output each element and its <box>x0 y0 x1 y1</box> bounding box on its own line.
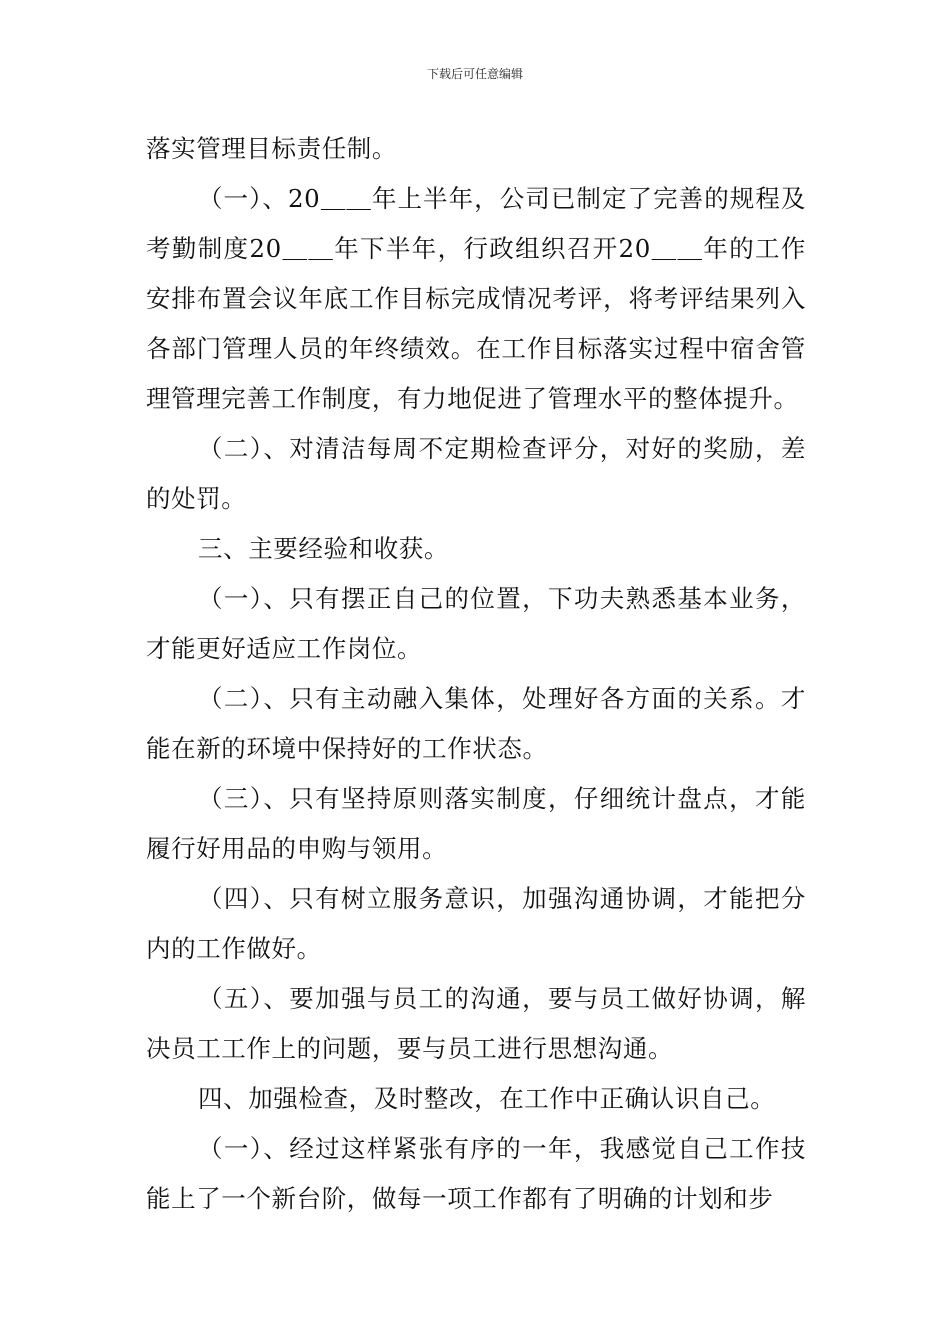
paragraph-9: （五）、要加强与员工的沟通，要与员工做好协调，解决员工工作上的问题，要与员工进行思想沟通。 <box>146 984 806 1063</box>
paragraph-5: （一）、只有摆正自己的位置，下功夫熟悉基本业务，才能更好适应工作岗位。 <box>146 584 806 663</box>
paragraph-8: （四）、只有树立服务意识，加强沟通协调，才能把分内的工作做好。 <box>146 884 806 963</box>
paragraph-2: （一）、20＿＿年上半年，公司已制定了完善的规程及考勤制度20＿＿年下半年，行政组织召开20＿＿年的工作安排布置会议年底工作目标完成情况考评，将考评结果列入各部门管理人员的年终绩效。在工作目标落实过程中宿舍管理管理完善工作制度，有力地促进了管理水平的整体提升。 <box>146 184 806 413</box>
document-body <box>146 124 806 1224</box>
paragraph-1: 落实管理目标责任制。 <box>146 134 397 163</box>
page-header: 下载后可任意编辑 <box>426 67 523 81</box>
section-heading-4: 四、加强检查，及时整改，在工作中正确认识自己。 <box>198 1084 776 1113</box>
paragraph-3: （二）、对清洁每周不定期检查评分，对好的奖励，差的处罚。 <box>146 434 806 513</box>
paragraph-7: （三）、只有坚持原则落实制度，仔细统计盘点，才能履行好用品的申购与领用。 <box>146 784 806 863</box>
section-heading-3: 三、主要经验和收获。 <box>198 534 449 563</box>
paragraph-6: （二）、只有主动融入集体，处理好各方面的关系。才能在新的环境中保持好的工作状态。 <box>146 684 806 763</box>
paragraph-11: （一）、经过这样紧张有序的一年，我感觉自己工作技能上了一个新台阶，做每一项工作都有了明确的计划和步 <box>146 1134 806 1213</box>
